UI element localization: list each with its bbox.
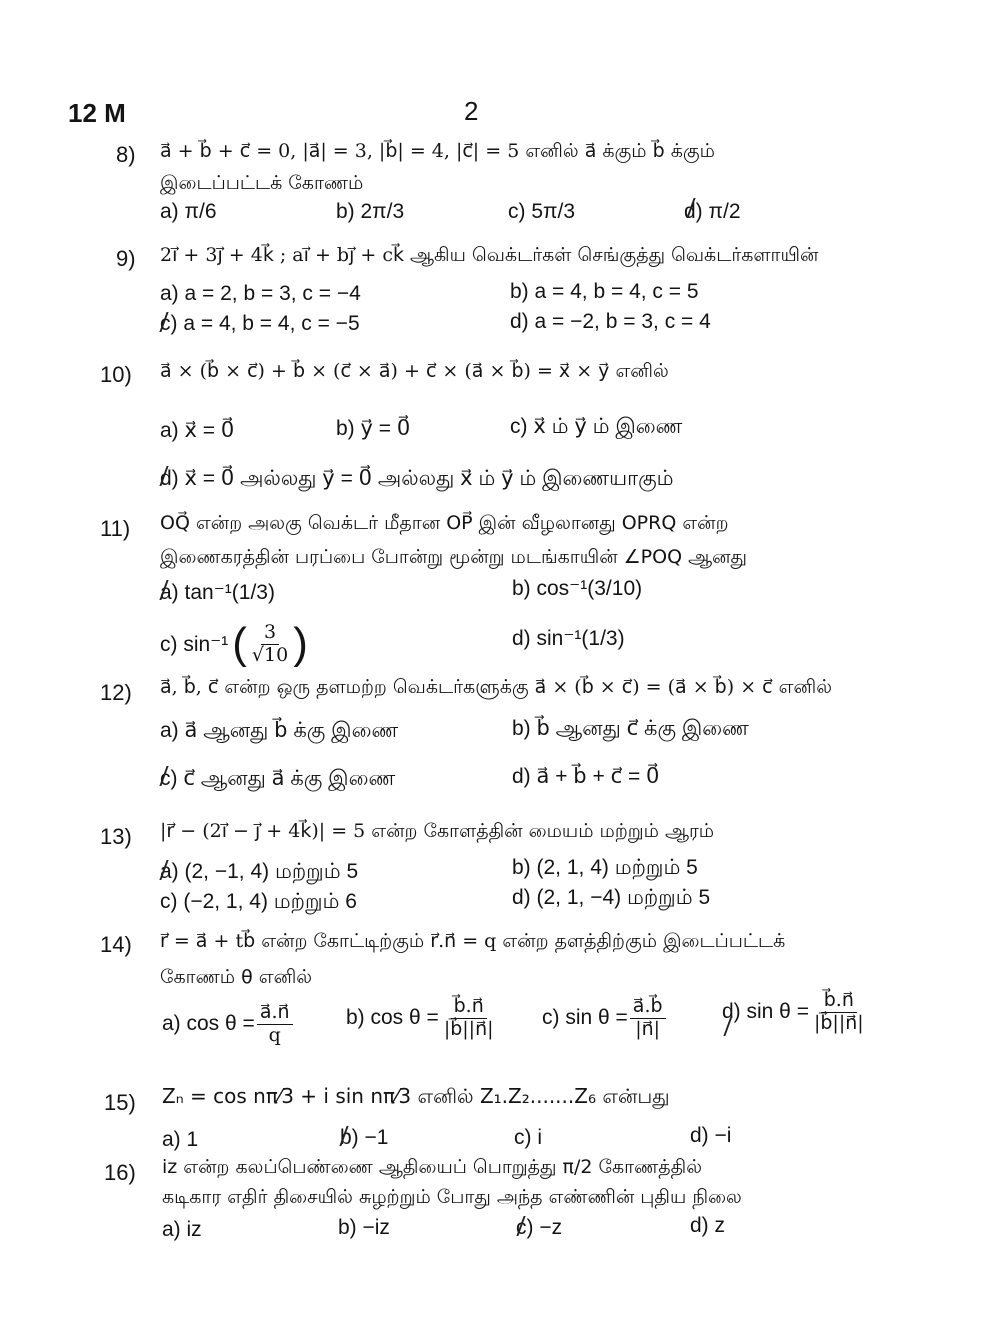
left-paren: (	[232, 619, 247, 669]
option-d: d) π/2	[684, 200, 741, 223]
question-text: இணைகரத்தின் பரப்பை போன்று மூன்று மடங்காயின் ∠POQ ஆனது	[160, 546, 748, 568]
option-d: d) a = −2, b = 3, c = 4	[510, 310, 711, 333]
question-text: |r⃗ − (2i⃗ − j⃗ + 4k⃗)| = 5 என்ற கோளத்தின் மையம் மற்றும் ஆரம்	[160, 820, 715, 842]
fraction	[630, 996, 666, 1041]
fraction	[257, 1002, 293, 1047]
question-text: a⃗ + b⃗ + c⃗ = 0, |a⃗| = 3, |b⃗| = 4, |c⃗| = 5 எனில் a⃗ க்கும் b⃗ க்கும்	[160, 140, 715, 162]
option-b: b) b⃗ ஆனது c⃗ க்கு இணை	[512, 717, 749, 740]
option-b: b) (2, 1, 4) மற்றும் 5	[512, 856, 698, 879]
option-b: b) 2π/3	[336, 200, 405, 223]
option-c: c) c⃗ ஆனது a⃗ க்கு இணை	[160, 767, 396, 790]
fraction-numerator: b⃗.n⃗	[821, 990, 857, 1013]
question-number: 11)	[100, 516, 131, 541]
fraction-denominator: |b⃗||n⃗|	[443, 1017, 494, 1040]
fraction-numerator: 3	[261, 622, 279, 645]
right-paren: )	[293, 619, 308, 669]
option-d: d) (2, 1, −4) மற்றும் 5	[512, 886, 711, 909]
question-text: Zₙ = cos nπ⁄3 + i sin nπ⁄3 எனில் Z₁.Z₂.......Z₆ என்பது	[162, 1084, 670, 1108]
option-d: d) z	[690, 1214, 726, 1237]
option-c: c) −z	[516, 1216, 563, 1239]
option-a-label: a) cos θ =	[162, 1012, 255, 1036]
option-b-label: b) cos θ =	[346, 1006, 439, 1030]
question-text: 2i⃗ + 3j⃗ + 4k⃗ ; ai⃗ + bj⃗ + ck⃗ ஆகிய வெக்டர்கள் செங்குத்து வெக்டர்களாயின்	[160, 244, 819, 266]
fraction-numerator: b⃗.n⃗	[451, 996, 487, 1019]
question-number: 15)	[104, 1090, 136, 1115]
option-b: b) cos⁻¹(3/10)	[512, 577, 643, 600]
option-d: d) −i	[690, 1124, 732, 1147]
option-d-label: d) sin θ =	[722, 1000, 809, 1024]
option-a: a) 1	[162, 1128, 199, 1151]
fraction-numerator: a⃗.n⃗	[257, 1002, 293, 1025]
fraction-denominator: q	[268, 1023, 281, 1046]
question-text: கடிகார எதிர் திசையில் சுழற்றும் போது அந்த எண்ணின் புதிய நிலை	[162, 1186, 742, 1208]
option-b: b) y⃗ = 0⃗	[336, 417, 411, 440]
fraction-numerator: a⃗.b⃗	[630, 996, 666, 1019]
option-b: b) −1	[340, 1126, 389, 1149]
option-b	[346, 996, 499, 1041]
question-number: 10)	[100, 362, 132, 387]
option-c-label: c) sin θ =	[542, 1006, 628, 1030]
page-number: 2	[464, 96, 479, 126]
option-b: b) a = 4, b = 4, c = 5	[510, 280, 699, 303]
option-a: a) tan⁻¹(1/3)	[160, 581, 275, 604]
fraction	[249, 622, 291, 667]
question-text: a⃗, b⃗, c⃗ என்ற ஒரு தளமற்ற வெக்டர்களுக்கு a⃗ × (b⃗ × c⃗) = (a⃗ × b⃗) × c⃗ எனில்	[160, 676, 832, 698]
option-c	[160, 619, 308, 669]
option-a: a) π/6	[160, 200, 217, 223]
option-a: a) (2, −1, 4) மற்றும் 5	[160, 860, 359, 883]
option-c-label: c) sin⁻¹	[160, 632, 229, 656]
paper-code: 12 M	[68, 98, 126, 128]
question-number: 16)	[104, 1160, 136, 1185]
option-c: c) 5π/3	[508, 200, 576, 223]
fraction-denominator: √10	[251, 643, 289, 666]
option-c: c) x⃗ ம் y⃗ ம் இணை	[510, 415, 683, 438]
option-a: a) iz	[162, 1218, 202, 1241]
question-number: 12)	[100, 680, 132, 705]
question-number: 14)	[100, 932, 132, 957]
question-text: a⃗ × (b⃗ × c⃗) + b⃗ × (c⃗ × a⃗) + c⃗ × (a⃗ × b⃗) = x⃗ × y⃗ எனில்	[160, 360, 669, 382]
question-number: 9)	[116, 246, 136, 271]
option-a	[162, 1002, 295, 1047]
question-number: 8)	[116, 142, 136, 167]
option-d: d) a⃗ + b⃗ + c⃗ = 0⃗	[512, 765, 660, 788]
question-number: 13)	[100, 824, 132, 849]
question-text: iz என்ற கலப்பெண்ணை ஆதியைப் பொறுத்து π/2 கோணத்தில்	[162, 1156, 702, 1178]
question-text: இடைப்பட்டக் கோணம்	[160, 172, 364, 194]
fraction-denominator: |n⃗|	[635, 1017, 661, 1040]
option-a: a) a = 2, b = 3, c = −4	[160, 282, 361, 305]
question-text: r⃗ = a⃗ + tb⃗ என்ற கோட்டிற்கும் r⃗.n⃗ = q என்ற தளத்திற்கும் இடைப்பட்டக்	[160, 930, 786, 952]
question-text: OQ⃗ என்ற அலகு வெக்டர் மீதான OP⃗ இன் வீழலானது OPRQ என்ற	[160, 512, 729, 534]
fraction	[811, 990, 867, 1035]
option-d: d) x⃗ = 0⃗ அல்லது y⃗ = 0⃗ அல்லது x⃗ ம் y⃗ ம் இணையாகும்	[160, 467, 674, 490]
question-text: கோணம் θ எனில்	[160, 966, 313, 988]
option-c: c) i	[514, 1126, 542, 1149]
option-d: d) sin⁻¹(1/3)	[512, 627, 625, 650]
fraction	[441, 996, 497, 1041]
option-d	[722, 990, 869, 1035]
option-c: c) (−2, 1, 4) மற்றும் 6	[160, 890, 357, 913]
fraction-denominator: |b⃗||n⃗|	[813, 1011, 864, 1034]
option-a: a) x⃗ = 0⃗	[160, 419, 235, 442]
option-a: a) a⃗ ஆனது b⃗ க்கு இணை	[160, 719, 399, 742]
option-c	[542, 996, 668, 1041]
option-b: b) −iz	[338, 1216, 390, 1239]
option-c: c) a = 4, b = 4, c = −5	[160, 312, 360, 335]
